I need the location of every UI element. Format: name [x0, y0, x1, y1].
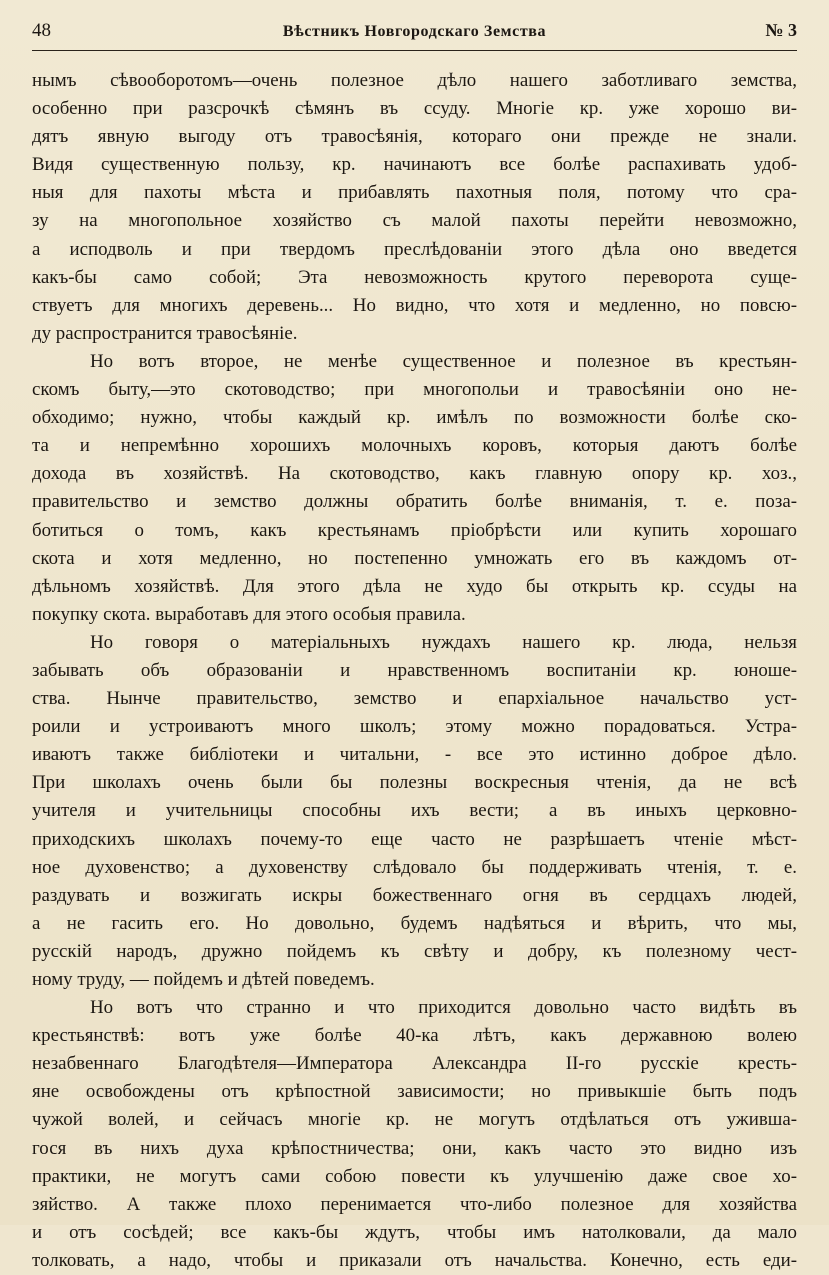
issue-number: № 3 [765, 20, 797, 40]
text-line: яне освобождены отъ крѣпостной зависимости; но привыкшiе быть подъ [32, 1081, 797, 1103]
text-line: незабвеннаго Благодѣтеля—Императора Александра II-го русскiе кресть- [32, 1053, 797, 1075]
text-line: ныя для пахоты мѣста и прибавлять пахотныя поля, потому что сра- [32, 182, 797, 204]
text-line: При школахъ очень были бы полезны воскресныя чтенiя, да не всѣ [32, 772, 797, 794]
text-line: ствуетъ для многихъ деревень... Но видно, что хотя и медленно, но повсю- [32, 294, 797, 316]
text-line: забывать объ образованiи и нравственномъ воспитанiи кр. юноше- [32, 659, 797, 681]
article-body [32, 67, 797, 1275]
header-rule [32, 50, 797, 51]
text-line: иваютъ также библiотеки и читальни, - все это истинно доброе дѣло. [32, 744, 797, 766]
text-line: Но вотъ что странно и что приходится довольно часто видѣть въ [90, 997, 797, 1019]
text-line: ботиться о томъ, какъ крестьянамъ прiобрѣсти или купить хорошаго [32, 519, 797, 541]
text-line: ное духовенство; а духовенству слѣдовало бы поддерживать чтенiя, т. е. [32, 856, 797, 878]
text-line: чужой волей, и сейчасъ многiе кр. не могутъ отдѣлаться отъ уживша- [32, 1109, 797, 1131]
text-line: скомъ быту,—это скотоводство; при многопольи и травосѣянiи оно не- [32, 379, 797, 401]
text-line: ду распространится травосѣянiе. [32, 322, 298, 344]
text-line: зяйство. А также плохо перенимается что-либо полезное для хозяйства [32, 1193, 797, 1215]
text-line: роили и устроиваютъ много школъ; этому можно порадоваться. Устра- [32, 716, 797, 738]
page-number: 48 [32, 20, 51, 41]
text-line: и отъ сосѣдей; все какъ-бы ждутъ, чтобы имъ натолковали, да мало [32, 1221, 797, 1243]
text-line: особенно при разсрочкѣ сѣмянъ въ ссуду. Многiе кр. уже хорошо ви- [32, 98, 797, 120]
text-line: а не гасить его. Но довольно, будемъ надѣяться и вѣрить, что мы, [32, 912, 797, 934]
text-line: русскiй народъ, дружно пойдемъ къ свѣту и добру, къ полезному чест- [32, 940, 797, 962]
text-line: какъ-бы само собой; Эта невозможность крутого переворота суще- [32, 266, 797, 288]
text-line: дѣльномъ хозяйствѣ. Для этого дѣла не худо бы открыть кр. ссуды на [32, 575, 797, 597]
text-line: зу на многопольное хозяйство съ малой пахоты перейти невозможно, [32, 210, 797, 232]
text-line: а исподволь и при твердомъ преслѣдованiи этого дѣла оно введется [32, 238, 797, 260]
text-line: Но говоря о матерiальныхъ нуждахъ нашего кр. люда, нельзя [90, 631, 797, 653]
text-line: та и непремѣнно хорошихъ молочныхъ коровъ, которыя даютъ болѣе [32, 435, 797, 457]
text-line: гося въ нихъ духа крѣпостничества; они, какъ часто это видно изъ [32, 1137, 797, 1159]
text-line: толковать, а надо, чтобы и приказали отъ начальства. Конечно, есть еди- [32, 1249, 797, 1271]
text-line: обходимо; нужно, чтобы каждый кр. имѣлъ по возможности болѣе ско- [32, 407, 797, 429]
journal-title: Вѣстникъ Новгородскаго Земства [282, 23, 547, 40]
text-line: ному труду, — пойдемъ и дѣтей поведемъ. [32, 969, 375, 990]
text-line: крестьянствѣ: вотъ уже болѣе 40-ка лѣтъ, какъ державною волею [32, 1025, 797, 1047]
text-line: покупку скота. выработавъ для этого особыя правила. [32, 603, 466, 625]
text-line: скота и хотя медленно, но постепенно умножать его въ каждомъ от- [32, 547, 797, 569]
text-line: Но вотъ второе, не менѣе существенное и полезное въ крестьян- [90, 350, 797, 372]
text-line: Видя существенную пользу, кр. начинаютъ все болѣе распахивать удоб- [32, 154, 797, 176]
text-line: раздувать и возжигать искры божественнаго огня въ сердцахъ людей, [32, 884, 797, 906]
text-line: практики, не могутъ сами собою повести къ улучшенiю даже свое хо- [32, 1165, 797, 1187]
running-header [32, 20, 797, 48]
text-line: правительство и земство должны обратить болѣе вниманiя, т. е. поза- [32, 491, 797, 513]
text-line: дохода въ хозяйствѣ. На скотоводство, какъ главную опору кр. хоз., [32, 463, 797, 485]
text-line: дятъ явную выгоду отъ травосѣянiя, котораго они прежде не знали. [32, 126, 797, 148]
text-line: учителя и учительницы способны ихъ вести; а въ иныхъ церковно- [32, 800, 797, 822]
text-line: нымъ сѣвооборотомъ—очень полезное дѣло нашего заботливаго земства, [32, 70, 797, 91]
text-line: ства. Нынче правительство, земство и епархiальное начальство уст- [32, 688, 797, 710]
text-line: приходскихъ школахъ почему-то еще часто не разрѣшаетъ чтенiе мѣст- [32, 828, 797, 850]
